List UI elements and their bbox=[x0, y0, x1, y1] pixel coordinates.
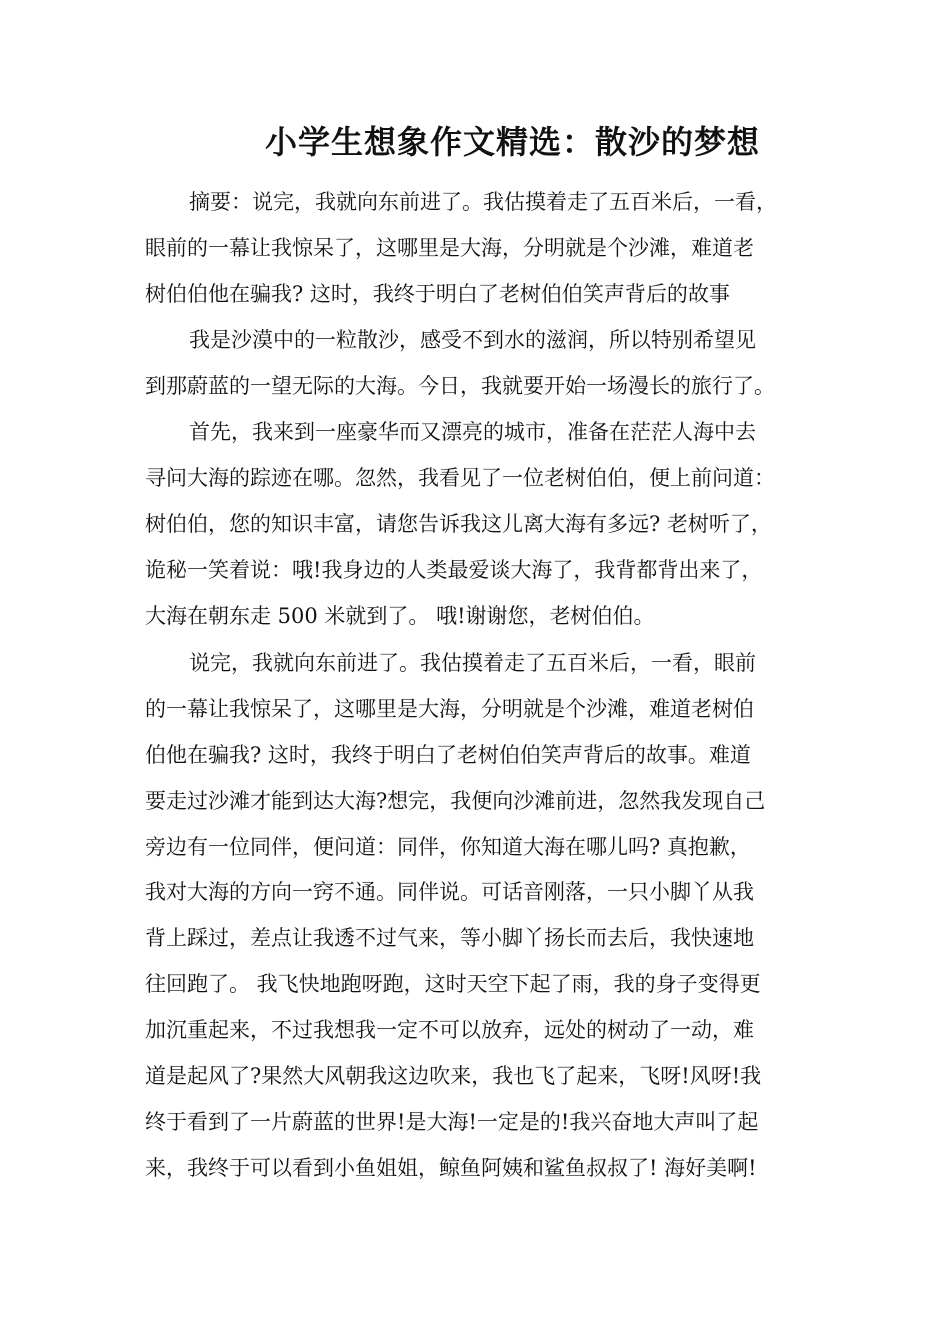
text-line: 首先，我来到一座豪华而又漂亮的城市，准备在茫茫人海中去 bbox=[189, 420, 756, 444]
text-line: 的一幕让我惊呆了，这哪里是大海，分明就是个沙滩，难道老树伯 bbox=[145, 696, 754, 721]
text-line: 寻问大海的踪迹在哪。忽然，我看见了一位老树伯伯，便上前问道： bbox=[145, 465, 775, 490]
text-line: 摘要：说完，我就向东前进了。我估摸着走了五百米后，一看， bbox=[189, 190, 777, 214]
text-line: 我对大海的方向一窍不通。同伴说。可话音刚落，一只小脚丫从我 bbox=[145, 880, 754, 905]
body-paragraph-1 bbox=[145, 318, 835, 410]
text-line: 大海在朝东走 500 米就到了。 哦!谢谢您，老树伯伯。 bbox=[145, 603, 655, 628]
body-paragraph-3 bbox=[145, 641, 835, 1192]
text-line: 终于看到了一片蔚蓝的世界!是大海!一定是的!我兴奋地大声叫了起 bbox=[145, 1109, 759, 1134]
text-line: 我是沙漠中的一粒散沙，感受不到水的滋润，所以特别希望见 bbox=[189, 328, 756, 352]
text-line: 树伯伯他在骗我? 这时，我终于明白了老树伯伯笑声背后的故事 bbox=[145, 281, 730, 306]
document-title: 小学生想象作文精选：散沙的梦想 bbox=[264, 123, 760, 161]
text-line: 到那蔚蓝的一望无际的大海。今日，我就要开始一场漫长的旅行了。 bbox=[145, 373, 775, 398]
text-line: 背上踩过，差点让我透不过气来，等小脚丫扬长而去后，我快速地 bbox=[145, 926, 754, 951]
text-line: 诡秘一笑着说：哦!我身边的人类最爱谈大海了，我背都背出来了， bbox=[145, 557, 763, 582]
text-line: 往回跑了。 我飞快地跑呀跑，这时天空下起了雨，我的身子变得更 bbox=[145, 972, 761, 997]
text-line: 眼前的一幕让我惊呆了，这哪里是大海，分明就是个沙滩，难道老 bbox=[145, 235, 754, 260]
text-line: 伯他在骗我? 这时，我终于明白了老树伯伯笑声背后的故事。难道 bbox=[145, 742, 751, 767]
text-line: 加沉重起来，不过我想我一定不可以放弃，远处的树动了一动，难 bbox=[145, 1018, 754, 1043]
summary-paragraph bbox=[145, 180, 835, 318]
text-line: 树伯伯，您的知识丰富，请您告诉我这儿离大海有多远? 老树听了， bbox=[145, 511, 772, 536]
body-paragraph-2 bbox=[145, 410, 835, 639]
text-line: 旁边有一位同伴，便问道：同伴，你知道大海在哪儿吗? 真抱歉， bbox=[145, 834, 751, 859]
text-line: 道是起风了?果然大风朝我这边吹来，我也飞了起来，飞呀!风呀!我 bbox=[145, 1064, 762, 1089]
text-line: 来，我终于可以看到小鱼姐姐，鲸鱼阿姨和鲨鱼叔叔了! 海好美啊! bbox=[145, 1155, 757, 1180]
text-line: 要走过沙滩才能到达大海?想完，我便向沙滩前进，忽然我发现自己 bbox=[145, 788, 766, 813]
text-line: 说完，我就向东前进了。我估摸着走了五百米后，一看，眼前 bbox=[189, 651, 756, 675]
